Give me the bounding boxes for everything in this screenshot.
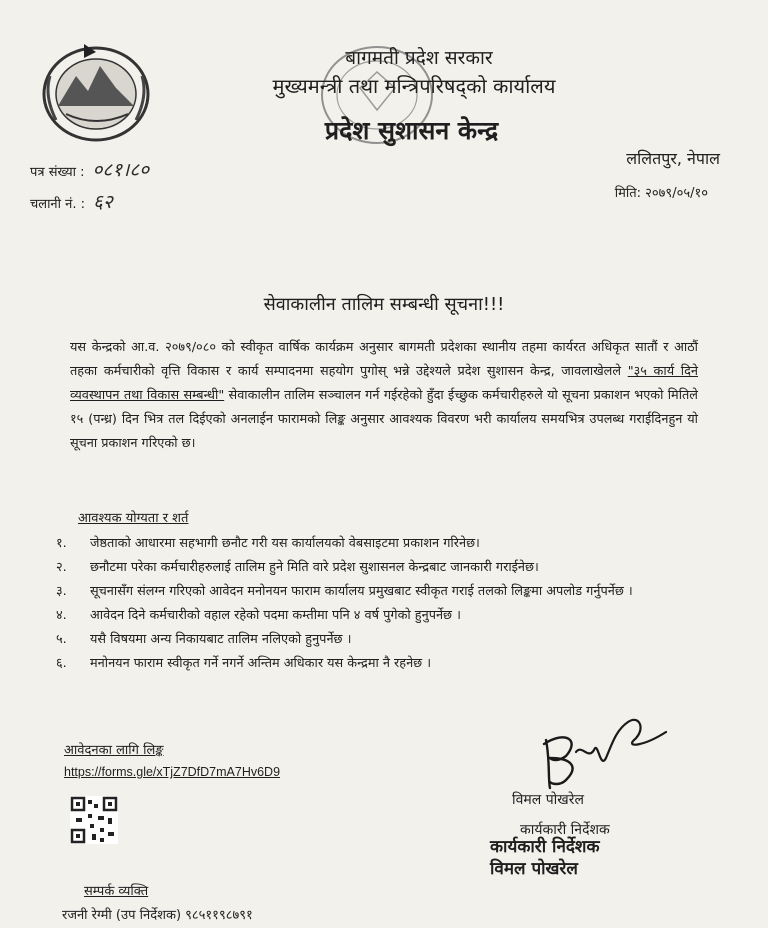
signatory-title: कार्यकारी निर्देशक	[520, 822, 610, 838]
list-item	[56, 628, 706, 652]
notice-body-part1: यस केन्द्रको आ.व. २०७९/०८० को स्वीकृत वार्षिक कार्यक्रम अनुसार बागमती प्रदेशका स्थानीय तहमा कार्यरत अधिकृत सातौं र आठौं तहका कर्मचारीको वृत्ति विकास र कार्य सम्पादनमा सहयोग पुगोस् भन्ने उद्देश्यले प्रदेश सुशासन केन्द्र, जावलाखेलले	[70, 340, 698, 379]
stamp-title: कार्यकारी निर्देशक	[490, 837, 600, 857]
dispatch-number-label: चलानी नं. :	[30, 197, 86, 212]
list-item-number: ६.	[56, 656, 67, 671]
notice-body-part2: सेवाकालीन तालिम सञ्चालन गर्न गईरहेको हुँदा ईच्छुक कर्मचारीहरुले यो सूचना प्रकाशन भएको मितिले १५ (पन्ध्र) दिन भित्र तल दिईएको अनलाईन फारामको लिङ्क अनुसार आवश्यक विवरण भरी कार्यालय समयभित्र उपलब्ध गराईदिनहुन यो सूचना प्रकाशन गरिएको छ।	[70, 388, 698, 451]
list-item-number: १.	[56, 536, 67, 551]
center-name: प्रदेश सुशासन केन्द्र	[324, 116, 499, 145]
list-item	[56, 580, 706, 604]
letter-number	[30, 156, 149, 182]
notice-title: सेवाकालीन तालिम सम्बन्धी सूचना!!!	[263, 294, 505, 315]
name-stamp	[490, 836, 600, 880]
requirements-list	[56, 532, 706, 676]
qr-code-icon	[70, 796, 118, 844]
list-item-text: आवेदन दिने कर्मचारीको वहाल रहेको पदमा कम्तीमा पनि ४ वर्ष पुगेको हुनुपर्नेछ ।	[90, 608, 461, 623]
list-item-text: मनोनयन फाराम स्वीकृत गर्ने नगर्ने अन्तिम अधिकार यस केन्द्रमा नै रहनेछ ।	[90, 656, 432, 671]
list-item	[56, 556, 706, 580]
letter-number-value: ०८१।८०	[92, 159, 150, 181]
office-name: मुख्यमन्त्री तथा मन्त्रिपरिषद्को कार्यालय	[272, 74, 556, 98]
application-form-link[interactable]: https://forms.gle/xTjZ7DfD7mA7Hv6D9	[64, 765, 281, 779]
list-item-number: ३.	[56, 584, 67, 599]
list-item-number: ४.	[56, 608, 67, 623]
office-location: ललितपुर, नेपाल	[626, 149, 720, 168]
list-item	[56, 604, 706, 628]
list-item-text: सूचनासँग संलग्न गरिएको आवेदन मनोनयन फाराम कार्यालय प्रमुखबाट स्वीकृत गराई तलको लिङ्कमा अपलोड गर्नुपर्नेछ ।	[90, 584, 633, 599]
list-item-text: यसै विषयमा अन्य निकायबाट तालिम नलिएको हुनुपर्नेछ ।	[90, 632, 352, 647]
letter-number-label: पत्र संख्या :	[30, 165, 85, 180]
list-item-text: जेष्ठताको आधारमा सहभागी छनौट गरी यस कार्यालयको वेबसाइटमा प्रकाशन गरिनेछ।	[90, 536, 480, 551]
list-item-text: छनौटमा परेका कर्मचारीहरुलाई तालिम हुने मिति वारे प्रदेश सुशासनल केन्द्रबाट जानकारी गराईनेछ।	[90, 560, 539, 575]
list-item-number: २.	[56, 560, 67, 575]
list-item-number: ५.	[56, 632, 67, 647]
dispatch-number-value: ६२	[93, 191, 113, 213]
training-program-name: "३५ कार्य दिने व्यवस्थापन तथा विकास सम्बन्धी"	[70, 364, 698, 403]
dispatch-number	[30, 188, 113, 214]
requirements-heading: आवश्यक योग्यता र शर्त	[78, 511, 189, 526]
list-item	[56, 652, 706, 676]
stamp-name: विमल पोखरेल	[490, 859, 578, 879]
signatory-name: विमल पोखरेल	[512, 792, 584, 808]
notice-body	[70, 336, 698, 456]
list-item	[56, 532, 706, 556]
government-name: बागमती प्रदेश सरकार	[345, 47, 493, 69]
issue-date: मिति: २०७९/०५/१०	[614, 186, 708, 201]
signature-image	[536, 700, 676, 795]
contact-label: सम्पर्क व्यक्ति	[84, 884, 149, 899]
contact-person: रजनी रेग्मी (उप निर्देशक) ९८५११९८७९१	[62, 908, 253, 923]
application-link-label: आवेदनका लागि लिङ्क	[64, 743, 164, 758]
